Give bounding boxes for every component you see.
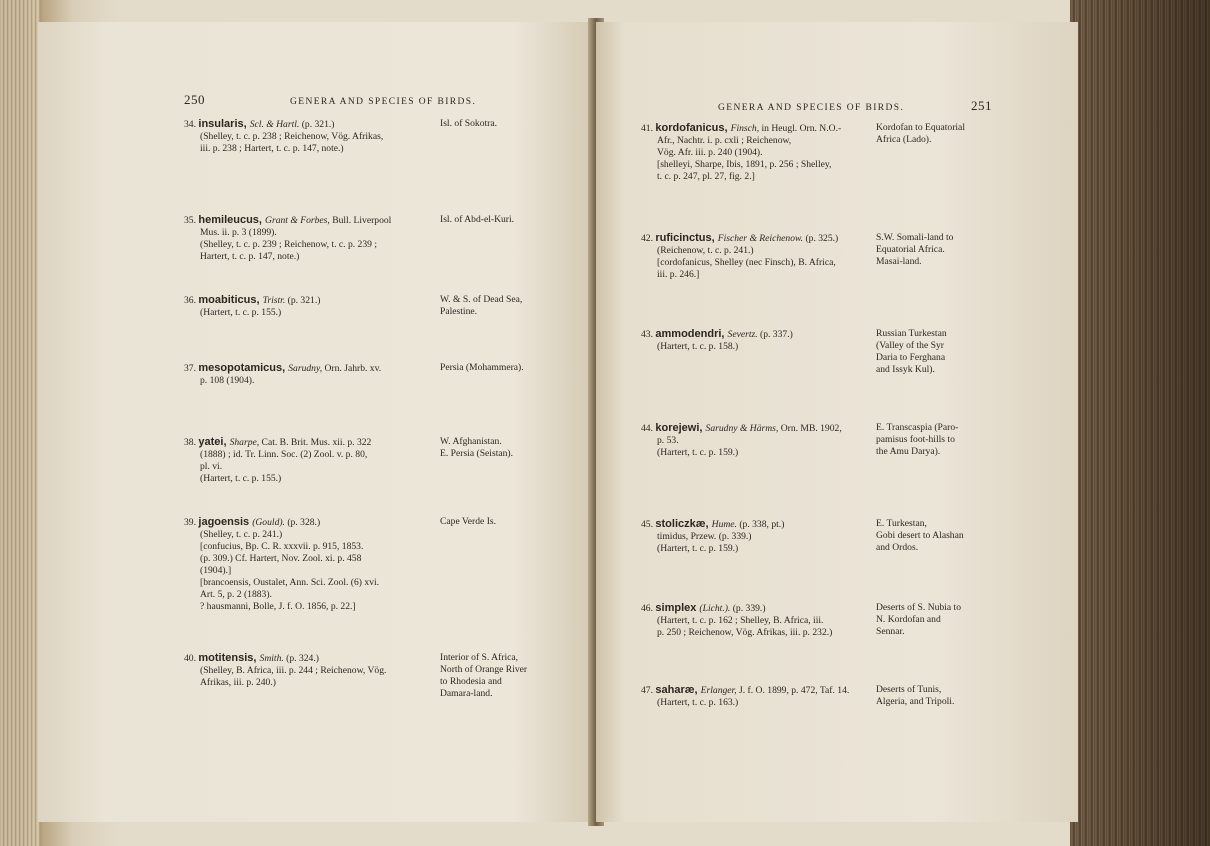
- reference-line: Mus. ii. p. 3 (1899).: [200, 227, 277, 238]
- entry-number: 41.: [641, 123, 656, 134]
- species-author: Finsch,: [730, 123, 760, 134]
- species-reference: (p. 321.): [299, 119, 335, 130]
- reference-line: (Hartert, t. c. p. 159.): [657, 543, 739, 554]
- entry-number: 34.: [184, 119, 199, 130]
- reference-line: t. c. p. 247, pl. 27, fig. 2.]: [657, 171, 755, 182]
- left-page: [38, 22, 598, 822]
- range-line: Kordofan to Equatorial: [876, 122, 965, 133]
- entry-number: 37.: [184, 363, 199, 374]
- range-line: Isl. of Sokotra.: [440, 118, 498, 129]
- reference-line: [confucius, Bp. C. R. xxxvii. p. 915, 1853.: [200, 541, 364, 552]
- reference-line: Art. 5, p. 2 (1883).: [200, 589, 272, 600]
- entry-number: 35.: [184, 215, 199, 226]
- range-line: Algeria, and Tripoli.: [876, 696, 955, 707]
- species-reference: (p. 338, pt.): [736, 519, 785, 530]
- geographic-range: [440, 436, 513, 460]
- range-line: W. Afghanistan.: [440, 436, 502, 447]
- entry-number: 44.: [641, 423, 656, 434]
- reference-line: (Hartert, t. c. p. 163.): [657, 697, 739, 708]
- geographic-range: [876, 602, 961, 638]
- species-author: Hume.: [711, 519, 737, 530]
- species-author: Erlanger,: [700, 685, 737, 696]
- left-page-edges: [0, 0, 40, 846]
- range-line: Interior of S. Africa,: [440, 652, 519, 663]
- species-name: ammodendri,: [655, 328, 728, 340]
- range-line: Equatorial Africa.: [876, 244, 945, 255]
- species-author: Sharpe,: [229, 437, 260, 448]
- reference-line: [cordofanicus, Shelley (nec Finsch), B. Africa,: [657, 257, 836, 268]
- running-head-left: GENERA AND SPECIES OF BIRDS.: [290, 97, 477, 107]
- geographic-range: [876, 422, 958, 458]
- reference-line: (Hartert, t. c. p. 155.): [200, 307, 282, 318]
- geographic-range: [440, 294, 522, 318]
- species-reference: in Heugl. Orn. N.O.-: [759, 123, 842, 134]
- entry-number: 39.: [184, 517, 199, 528]
- reference-line: (Shelley, t. c. p. 239 ; Reichenow, t. c. p. 239 ;: [200, 239, 378, 250]
- range-line: Cape Verde Is.: [440, 516, 497, 527]
- reference-line: iii. p. 246.]: [657, 269, 700, 280]
- species-reference: (p. 328.): [284, 517, 321, 528]
- species-reference: Bull. Liverpool: [329, 215, 392, 226]
- species-name: stoliczkæ,: [655, 518, 712, 530]
- entry-number: 47.: [641, 685, 656, 696]
- range-line: Russian Turkestan: [876, 328, 947, 339]
- species-name: saharæ,: [655, 684, 701, 696]
- range-line: Palestine.: [440, 306, 478, 317]
- species-name: ruficinctus,: [655, 232, 718, 244]
- range-line: Isl. of Abd-el-Kuri.: [440, 214, 515, 225]
- range-line: North of Orange River: [440, 664, 528, 675]
- entry-number: 45.: [641, 519, 656, 530]
- reference-line: (Shelley, t. c. p. 238 ; Reichenow, Vög. Afrikas,: [200, 131, 384, 142]
- reference-line: (Shelley, B. Africa, iii. p. 244 ; Reichenow, Vög.: [200, 665, 387, 676]
- geographic-range: [440, 362, 524, 374]
- range-line: S.W. Somali-land to: [876, 232, 954, 243]
- species-author: Scl. & Hartl.: [249, 119, 300, 130]
- reference-line: Afr., Nachtr. i. p. cxli ; Reichenow,: [657, 135, 792, 146]
- geographic-range: [440, 652, 527, 700]
- species-author: Smith.: [259, 653, 284, 664]
- geographic-range: [876, 684, 954, 708]
- species-reference: (p. 325.): [803, 233, 839, 244]
- species-name: yatei,: [198, 436, 230, 448]
- species-name: mesopotamicus,: [198, 362, 289, 374]
- species-author: (Licht.).: [699, 603, 731, 614]
- species-name: hemileucus,: [198, 214, 266, 226]
- page-number-right: 251: [971, 98, 992, 113]
- geographic-range: [440, 118, 497, 130]
- range-line: Damara-land.: [440, 688, 493, 699]
- reference-line: pl. vi.: [200, 461, 223, 472]
- reference-line: (Hartert, t. c. p. 158.): [657, 341, 739, 352]
- species-name: kordofanicus,: [655, 122, 731, 134]
- reference-line: iii. p. 238 ; Hartert, t. c. p. 147, note.): [200, 143, 344, 154]
- species-author: Tristr.: [262, 295, 286, 306]
- range-line: and Ordos.: [876, 542, 919, 553]
- reference-line: (Reichenow, t. c. p. 241.): [657, 245, 754, 256]
- range-line: E. Turkestan,: [876, 518, 927, 529]
- range-line: Sennar.: [876, 626, 905, 637]
- range-line: (Valley of the Syr: [876, 340, 944, 351]
- species-author: Fischer & Reichenow.: [717, 233, 804, 244]
- reference-line: (Hartert, t. c. p. 155.): [200, 473, 282, 484]
- reference-line: (Hartert, t. c. p. 159.): [657, 447, 739, 458]
- reference-line: p. 53.: [657, 435, 679, 446]
- geographic-range: [876, 518, 964, 554]
- species-name: simplex: [655, 602, 700, 614]
- species-reference: (p. 321.): [285, 295, 321, 306]
- geographic-range: [876, 232, 953, 268]
- range-line: the Amu Darya).: [876, 446, 941, 457]
- range-line: and Issyk Kul).: [876, 364, 935, 375]
- entry-number: 38.: [184, 437, 199, 448]
- entry-number: 43.: [641, 329, 656, 340]
- entry-number: 36.: [184, 295, 199, 306]
- species-name: jagoensis: [198, 516, 253, 528]
- species-entry: [184, 516, 504, 613]
- range-line: N. Kordofan and: [876, 614, 941, 625]
- range-line: pamisus foot-hills to: [876, 434, 955, 445]
- species-author: Severtz.: [727, 329, 758, 340]
- geographic-range: [876, 328, 947, 376]
- geographic-range: [876, 122, 965, 146]
- reference-line: timidus, Przew. (p. 339.): [657, 531, 752, 542]
- geographic-range: [440, 516, 496, 528]
- species-reference: Orn. MB. 1902,: [778, 423, 842, 434]
- reference-line: ? hausmanni, Bolle, J. f. O. 1856, p. 22.]: [200, 601, 356, 612]
- reference-line: (Shelley, t. c. p. 241.): [200, 529, 283, 540]
- species-reference: J. f. O. 1899, p. 472, Taf. 14.: [736, 685, 850, 696]
- entry-number: 42.: [641, 233, 656, 244]
- range-line: Deserts of Tunis,: [876, 684, 942, 695]
- range-line: to Rhodesia and: [440, 676, 502, 687]
- geographic-range: [440, 214, 514, 226]
- reference-line: Hartert, t. c. p. 147, note.): [200, 251, 300, 262]
- species-author: Sarudny & Härms,: [705, 423, 779, 434]
- reference-line: [brancoensis, Oustalet, Ann. Sci. Zool. (6) xvi.: [200, 577, 380, 588]
- species-reference: (p. 324.): [283, 653, 319, 664]
- species-name: motitensis,: [198, 652, 260, 664]
- reference-line: (1904).]: [200, 565, 232, 576]
- species-author: (Gould).: [252, 517, 285, 528]
- reference-line: Vög. Afr. iii. p. 240 (1904).: [657, 147, 763, 158]
- range-line: Daria to Ferghana: [876, 352, 946, 363]
- range-line: Persia (Mohammera).: [440, 362, 524, 373]
- right-page-edges: [1070, 0, 1210, 846]
- species-reference: (p. 337.): [757, 329, 793, 340]
- reference-line: (p. 309.) Cf. Hartert, Nov. Zool. xi. p. 458: [200, 553, 362, 564]
- entry-number: 46.: [641, 603, 656, 614]
- range-line: Masai-land.: [876, 256, 922, 267]
- reference-line: Afrikas, iii. p. 240.): [200, 677, 276, 688]
- species-name: moabiticus,: [198, 294, 263, 306]
- reference-line: p. 250 ; Reichenow, Vög. Afrikas, iii. p. 232.): [657, 627, 833, 638]
- species-reference: (p. 339.): [730, 603, 766, 614]
- species-name: insularis,: [198, 118, 250, 130]
- range-line: Africa (Lado).: [876, 134, 932, 145]
- range-line: Gobi desert to Alashan: [876, 530, 964, 541]
- running-head-right: GENERA AND SPECIES OF BIRDS.: [718, 103, 905, 113]
- reference-line: [shelleyi, Sharpe, Ibis, 1891, p. 256 ; Shelley,: [657, 159, 832, 170]
- species-reference: Cat. B. Brit. Mus. xii. p. 322: [259, 437, 372, 448]
- species-author: Sarudny,: [288, 363, 323, 374]
- entry-number: 40.: [184, 653, 199, 664]
- species-author: Grant & Forbes,: [265, 215, 330, 226]
- right-page: [596, 22, 1078, 822]
- range-line: E. Persia (Seistan).: [440, 448, 514, 459]
- species-reference: Orn. Jahrb. xv.: [322, 363, 382, 374]
- range-line: Deserts of S. Nubia to: [876, 602, 961, 613]
- reference-line: p. 108 (1904).: [200, 375, 255, 386]
- reference-line: (Hartert, t. c. p. 162 ; Shelley, B. Africa, iii.: [657, 615, 824, 626]
- range-line: E. Transcaspia (Paro-: [876, 422, 959, 433]
- species-name: korejewi,: [655, 422, 706, 434]
- page-number-left: 250: [184, 92, 205, 107]
- reference-line: (1888) ; id. Tr. Linn. Soc. (2) Zool. v. p. 80,: [200, 449, 368, 460]
- range-line: W. & S. of Dead Sea,: [440, 294, 523, 305]
